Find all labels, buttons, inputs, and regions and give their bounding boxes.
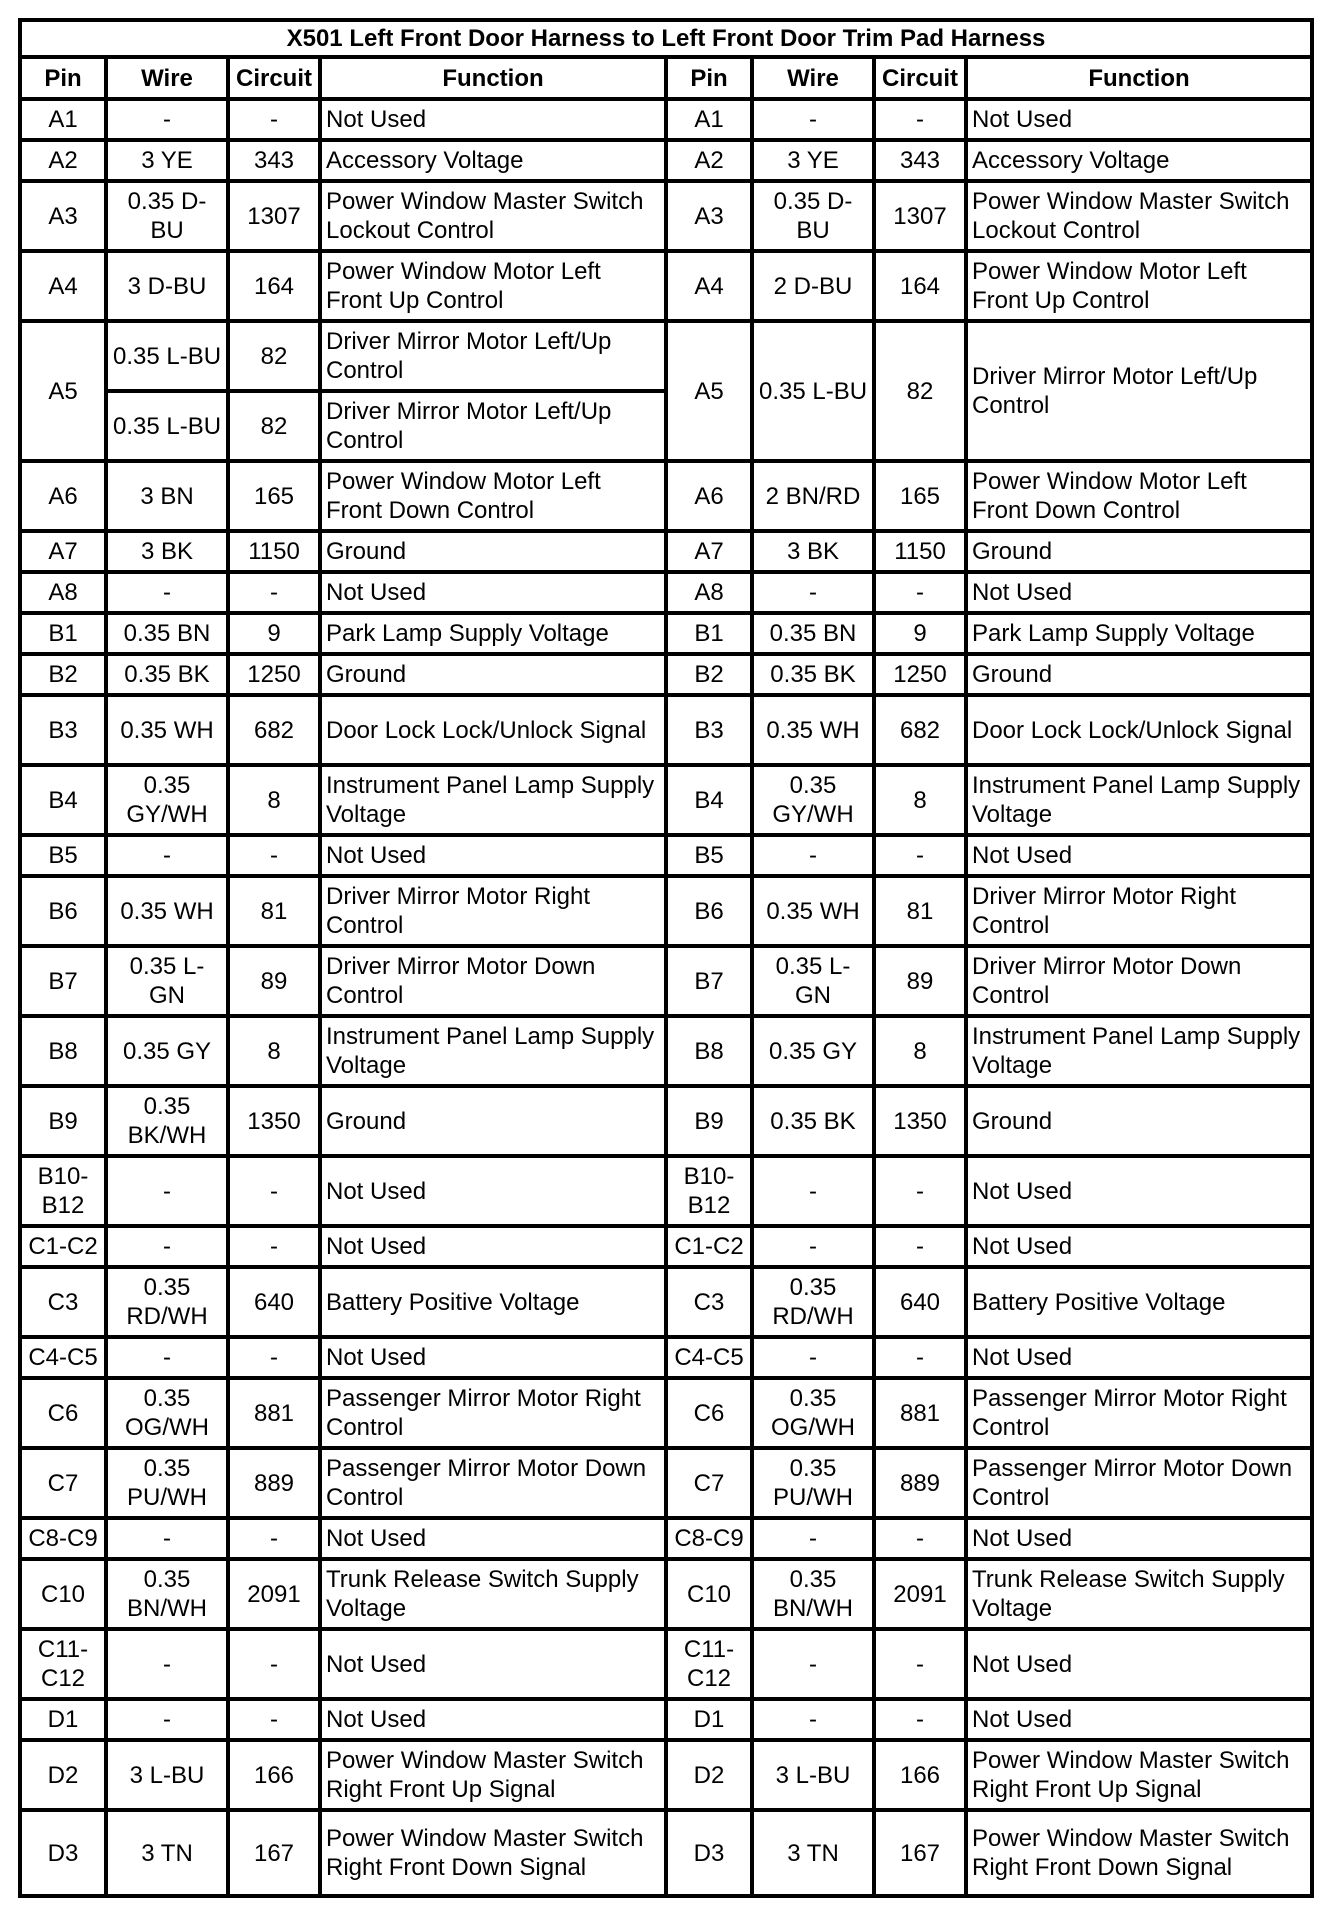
right-pin-cell: A4 [666,251,752,321]
right-circuit-cell: 889 [874,1448,966,1518]
right-pin-cell: A3 [666,181,752,251]
left-circuit-cell: 9 [228,613,320,654]
right-wire-cell: 2 BN/RD [752,461,874,531]
left-function-cell: Ground [320,654,666,695]
column-header-function: Function [966,57,1312,99]
table-row [20,695,1312,765]
right-pin-cell: B3 [666,695,752,765]
right-pin-cell: B5 [666,835,752,876]
right-function-cell: Ground [966,531,1312,572]
table-row [20,1156,1312,1226]
right-function-cell: Not Used [966,1226,1312,1267]
table-row [20,251,1312,321]
column-header-function: Function [320,57,666,99]
right-wire-cell: - [752,99,874,140]
left-circuit-cell: 1250 [228,654,320,695]
header-row [20,57,1312,99]
left-function-cell: Door Lock Lock/Unlock Signal [320,695,666,765]
right-circuit-cell: - [874,99,966,140]
column-header-circuit: Circuit [228,57,320,99]
right-function-cell: Not Used [966,1337,1312,1378]
left-wire-cell: - [106,99,228,140]
left-wire-cell: - [106,1337,228,1378]
left-wire-cell: - [106,1156,228,1226]
right-wire-cell: 0.35 BK [752,1086,874,1156]
left-circuit-cell: 81 [228,876,320,946]
left-circuit-cell: 1350 [228,1086,320,1156]
right-function-cell: Instrument Panel Lamp Supply Voltage [966,1016,1312,1086]
left-pin-cell: C11-C12 [20,1629,106,1699]
left-circuit-cell: 1150 [228,531,320,572]
left-function-cell: Power Window Master Switch Lockout Control [320,181,666,251]
right-pin-cell: C11-C12 [666,1629,752,1699]
right-function-cell: Battery Positive Voltage [966,1267,1312,1337]
left-pin-cell: D1 [20,1699,106,1740]
right-circuit-cell: 9 [874,613,966,654]
right-circuit-cell: 167 [874,1810,966,1896]
right-circuit-cell: 2091 [874,1559,966,1629]
table-row [20,835,1312,876]
left-function-cell: Power Window Master Switch Right Front Up Signal [320,1740,666,1810]
right-wire-cell: 0.35 OG/WH [752,1378,874,1448]
right-circuit-cell: 682 [874,695,966,765]
left-circuit-cell: - [228,1629,320,1699]
right-circuit-cell: - [874,572,966,613]
left-wire-cell: 0.35 L-BU [106,391,228,461]
table-row [20,99,1312,140]
right-function-cell: Ground [966,1086,1312,1156]
left-function-cell: Park Lamp Supply Voltage [320,613,666,654]
left-function-cell: Accessory Voltage [320,140,666,181]
right-pin-cell: A7 [666,531,752,572]
left-circuit-cell: - [228,1337,320,1378]
right-function-cell: Power Window Master Switch Lockout Control [966,181,1312,251]
right-wire-cell: 0.35 WH [752,695,874,765]
table-row [20,572,1312,613]
right-pin-cell: A1 [666,99,752,140]
left-wire-cell: 3 D-BU [106,251,228,321]
right-circuit-cell: 1350 [874,1086,966,1156]
table-row [20,321,1312,391]
left-pin-cell: C6 [20,1378,106,1448]
left-circuit-cell: - [228,572,320,613]
left-wire-cell: 0.35 BN [106,613,228,654]
left-circuit-cell: - [228,99,320,140]
table-row [20,1448,1312,1518]
right-pin-cell: A8 [666,572,752,613]
right-function-cell: Not Used [966,1699,1312,1740]
left-pin-cell: B9 [20,1086,106,1156]
left-circuit-cell: - [228,1699,320,1740]
left-wire-cell: 0.35 L-BU [106,321,228,391]
right-wire-cell: - [752,1337,874,1378]
left-function-cell: Driver Mirror Motor Left/Up Control [320,391,666,461]
column-header-wire: Wire [106,57,228,99]
left-function-cell: Driver Mirror Motor Right Control [320,876,666,946]
right-pin-cell: B9 [666,1086,752,1156]
right-function-cell: Accessory Voltage [966,140,1312,181]
left-wire-cell: 3 L-BU [106,1740,228,1810]
right-function-cell: Power Window Master Switch Right Front Up Signal [966,1740,1312,1810]
left-wire-cell: 3 YE [106,140,228,181]
table-row [20,1629,1312,1699]
column-header-wire: Wire [752,57,874,99]
left-circuit-cell: - [228,1156,320,1226]
right-function-cell: Driver Mirror Motor Right Control [966,876,1312,946]
left-function-cell: Not Used [320,835,666,876]
left-pin-cell: C4-C5 [20,1337,106,1378]
table-row [20,1086,1312,1156]
left-wire-cell: 0.35 GY/WH [106,765,228,835]
left-pin-cell: B8 [20,1016,106,1086]
right-circuit-cell: 165 [874,461,966,531]
left-circuit-cell: 164 [228,251,320,321]
left-pin-cell: A5 [20,321,106,461]
right-wire-cell: 0.35 BN/WH [752,1559,874,1629]
right-pin-cell: B1 [666,613,752,654]
right-circuit-cell: - [874,1699,966,1740]
right-pin-cell: C7 [666,1448,752,1518]
right-pin-cell: D1 [666,1699,752,1740]
table-row [20,613,1312,654]
right-function-cell: Not Used [966,835,1312,876]
right-pin-cell: D3 [666,1810,752,1896]
right-circuit-cell: 89 [874,946,966,1016]
table-row [20,1518,1312,1559]
table-row [20,876,1312,946]
right-circuit-cell: 1250 [874,654,966,695]
right-pin-cell: D2 [666,1740,752,1810]
left-function-cell: Not Used [320,1226,666,1267]
right-circuit-cell: 8 [874,765,966,835]
table-row [20,1699,1312,1740]
right-wire-cell: 0.35 D-BU [752,181,874,251]
table-row [20,1337,1312,1378]
right-circuit-cell: 164 [874,251,966,321]
right-wire-cell: 0.35 L-GN [752,946,874,1016]
left-pin-cell: A6 [20,461,106,531]
table-title: X501 Left Front Door Harness to Left Front Door Trim Pad Harness [20,20,1312,57]
left-wire-cell: - [106,1629,228,1699]
right-wire-cell: - [752,1699,874,1740]
left-pin-cell: B2 [20,654,106,695]
right-function-cell: Ground [966,654,1312,695]
left-pin-cell: C8-C9 [20,1518,106,1559]
right-circuit-cell: 640 [874,1267,966,1337]
right-pin-cell: A2 [666,140,752,181]
left-function-cell: Ground [320,531,666,572]
table-row [20,1267,1312,1337]
right-wire-cell: 0.35 PU/WH [752,1448,874,1518]
left-wire-cell: 0.35 BK [106,654,228,695]
left-wire-cell: 3 TN [106,1810,228,1896]
left-wire-cell: 0.35 BN/WH [106,1559,228,1629]
left-function-cell: Not Used [320,99,666,140]
left-pin-cell: A2 [20,140,106,181]
left-function-cell: Not Used [320,1629,666,1699]
left-circuit-cell: - [228,835,320,876]
column-header-pin: Pin [666,57,752,99]
right-circuit-cell: 81 [874,876,966,946]
right-circuit-cell: 82 [874,321,966,461]
left-circuit-cell: 2091 [228,1559,320,1629]
left-pin-cell: B4 [20,765,106,835]
right-function-cell: Not Used [966,572,1312,613]
column-header-pin: Pin [20,57,106,99]
left-function-cell: Not Used [320,1337,666,1378]
right-circuit-cell: 343 [874,140,966,181]
left-circuit-cell: 82 [228,391,320,461]
left-function-cell: Power Window Motor Left Front Up Control [320,251,666,321]
right-function-cell: Instrument Panel Lamp Supply Voltage [966,765,1312,835]
right-function-cell: Park Lamp Supply Voltage [966,613,1312,654]
left-wire-cell: 0.35 BK/WH [106,1086,228,1156]
pinout-table [18,18,1314,1898]
left-function-cell: Power Window Motor Left Front Down Control [320,461,666,531]
left-function-cell: Driver Mirror Motor Left/Up Control [320,321,666,391]
left-wire-cell: 3 BN [106,461,228,531]
right-pin-cell: B7 [666,946,752,1016]
right-pin-cell: C4-C5 [666,1337,752,1378]
left-wire-cell: 0.35 PU/WH [106,1448,228,1518]
left-wire-cell: - [106,1699,228,1740]
left-pin-cell: A3 [20,181,106,251]
right-circuit-cell: 1150 [874,531,966,572]
right-circuit-cell: 166 [874,1740,966,1810]
table-row [20,765,1312,835]
right-function-cell: Driver Mirror Motor Left/Up Control [966,321,1312,461]
left-circuit-cell: 881 [228,1378,320,1448]
left-pin-cell: A7 [20,531,106,572]
left-wire-cell: - [106,1518,228,1559]
right-wire-cell: 3 BK [752,531,874,572]
left-pin-cell: D2 [20,1740,106,1810]
left-wire-cell: 0.35 WH [106,876,228,946]
left-function-cell: Not Used [320,1156,666,1226]
right-wire-cell: - [752,1518,874,1559]
left-pin-cell: B10-B12 [20,1156,106,1226]
right-wire-cell: 3 TN [752,1810,874,1896]
left-pin-cell: C1-C2 [20,1226,106,1267]
right-wire-cell: 2 D-BU [752,251,874,321]
left-circuit-cell: 889 [228,1448,320,1518]
right-function-cell: Trunk Release Switch Supply Voltage [966,1559,1312,1629]
table-row [20,1378,1312,1448]
right-function-cell: Driver Mirror Motor Down Control [966,946,1312,1016]
left-function-cell: Not Used [320,1518,666,1559]
right-pin-cell: B8 [666,1016,752,1086]
left-wire-cell: 0.35 GY [106,1016,228,1086]
left-pin-cell: B1 [20,613,106,654]
right-pin-cell: A6 [666,461,752,531]
right-wire-cell: 0.35 WH [752,876,874,946]
left-wire-cell: 0.35 RD/WH [106,1267,228,1337]
right-function-cell: Door Lock Lock/Unlock Signal [966,695,1312,765]
left-pin-cell: A4 [20,251,106,321]
right-circuit-cell: - [874,1226,966,1267]
left-pin-cell: A8 [20,572,106,613]
column-header-circuit: Circuit [874,57,966,99]
left-wire-cell: 0.35 D-BU [106,181,228,251]
left-wire-cell: 0.35 WH [106,695,228,765]
left-wire-cell: 0.35 OG/WH [106,1378,228,1448]
left-pin-cell: D3 [20,1810,106,1896]
left-function-cell: Passenger Mirror Motor Right Control [320,1378,666,1448]
right-circuit-cell: 881 [874,1378,966,1448]
left-function-cell: Not Used [320,572,666,613]
right-function-cell: Passenger Mirror Motor Down Control [966,1448,1312,1518]
left-wire-cell: - [106,1226,228,1267]
table-row [20,1226,1312,1267]
right-wire-cell: 0.35 GY/WH [752,765,874,835]
right-wire-cell: 0.35 BN [752,613,874,654]
right-function-cell: Not Used [966,1518,1312,1559]
right-wire-cell: - [752,1226,874,1267]
left-pin-cell: A1 [20,99,106,140]
right-function-cell: Passenger Mirror Motor Right Control [966,1378,1312,1448]
right-pin-cell: A5 [666,321,752,461]
table-row [20,461,1312,531]
left-pin-cell: B5 [20,835,106,876]
right-pin-cell: C10 [666,1559,752,1629]
left-circuit-cell: 1307 [228,181,320,251]
right-wire-cell: - [752,572,874,613]
right-wire-cell: - [752,1629,874,1699]
right-circuit-cell: 8 [874,1016,966,1086]
right-pin-cell: B6 [666,876,752,946]
left-function-cell: Ground [320,1086,666,1156]
left-wire-cell: 3 BK [106,531,228,572]
left-circuit-cell: 343 [228,140,320,181]
right-circuit-cell: - [874,1156,966,1226]
right-function-cell: Power Window Motor Left Front Down Control [966,461,1312,531]
table-row [20,140,1312,181]
left-circuit-cell: 8 [228,765,320,835]
table-row [20,1016,1312,1086]
right-circuit-cell: - [874,1337,966,1378]
right-function-cell: Not Used [966,1156,1312,1226]
left-pin-cell: B6 [20,876,106,946]
left-circuit-cell: 640 [228,1267,320,1337]
left-function-cell: Not Used [320,1699,666,1740]
left-pin-cell: B3 [20,695,106,765]
left-circuit-cell: 89 [228,946,320,1016]
left-circuit-cell: 8 [228,1016,320,1086]
right-circuit-cell: - [874,1518,966,1559]
right-function-cell: Not Used [966,1629,1312,1699]
table-row [20,654,1312,695]
left-pin-cell: C7 [20,1448,106,1518]
left-function-cell: Battery Positive Voltage [320,1267,666,1337]
left-circuit-cell: - [228,1226,320,1267]
right-pin-cell: C3 [666,1267,752,1337]
right-circuit-cell: - [874,835,966,876]
left-pin-cell: C10 [20,1559,106,1629]
left-pin-cell: B7 [20,946,106,1016]
left-function-cell: Driver Mirror Motor Down Control [320,946,666,1016]
table-row [20,1559,1312,1629]
right-pin-cell: C8-C9 [666,1518,752,1559]
table-row [20,181,1312,251]
left-function-cell: Passenger Mirror Motor Down Control [320,1448,666,1518]
left-wire-cell: 0.35 L-GN [106,946,228,1016]
right-wire-cell: 3 YE [752,140,874,181]
table-row [20,531,1312,572]
left-circuit-cell: 682 [228,695,320,765]
left-function-cell: Instrument Panel Lamp Supply Voltage [320,765,666,835]
left-wire-cell: - [106,572,228,613]
right-wire-cell: 0.35 GY [752,1016,874,1086]
right-wire-cell: - [752,1156,874,1226]
left-function-cell: Instrument Panel Lamp Supply Voltage [320,1016,666,1086]
left-circuit-cell: 166 [228,1740,320,1810]
right-function-cell: Power Window Motor Left Front Up Control [966,251,1312,321]
right-pin-cell: C1-C2 [666,1226,752,1267]
right-function-cell: Not Used [966,99,1312,140]
left-function-cell: Trunk Release Switch Supply Voltage [320,1559,666,1629]
left-circuit-cell: 167 [228,1810,320,1896]
right-wire-cell: - [752,835,874,876]
right-wire-cell: 0.35 L-BU [752,321,874,461]
table-row [20,946,1312,1016]
right-wire-cell: 0.35 BK [752,654,874,695]
right-circuit-cell: 1307 [874,181,966,251]
left-function-cell: Power Window Master Switch Right Front Down Signal [320,1810,666,1896]
right-pin-cell: B2 [666,654,752,695]
right-pin-cell: C6 [666,1378,752,1448]
left-circuit-cell: 165 [228,461,320,531]
right-wire-cell: 0.35 RD/WH [752,1267,874,1337]
table-row [20,1740,1312,1810]
table-row [20,1810,1312,1896]
right-circuit-cell: - [874,1629,966,1699]
left-pin-cell: C3 [20,1267,106,1337]
left-circuit-cell: - [228,1518,320,1559]
left-wire-cell: - [106,835,228,876]
right-pin-cell: B4 [666,765,752,835]
left-circuit-cell: 82 [228,321,320,391]
right-pin-cell: B10-B12 [666,1156,752,1226]
right-function-cell: Power Window Master Switch Right Front Down Signal [966,1810,1312,1896]
right-wire-cell: 3 L-BU [752,1740,874,1810]
